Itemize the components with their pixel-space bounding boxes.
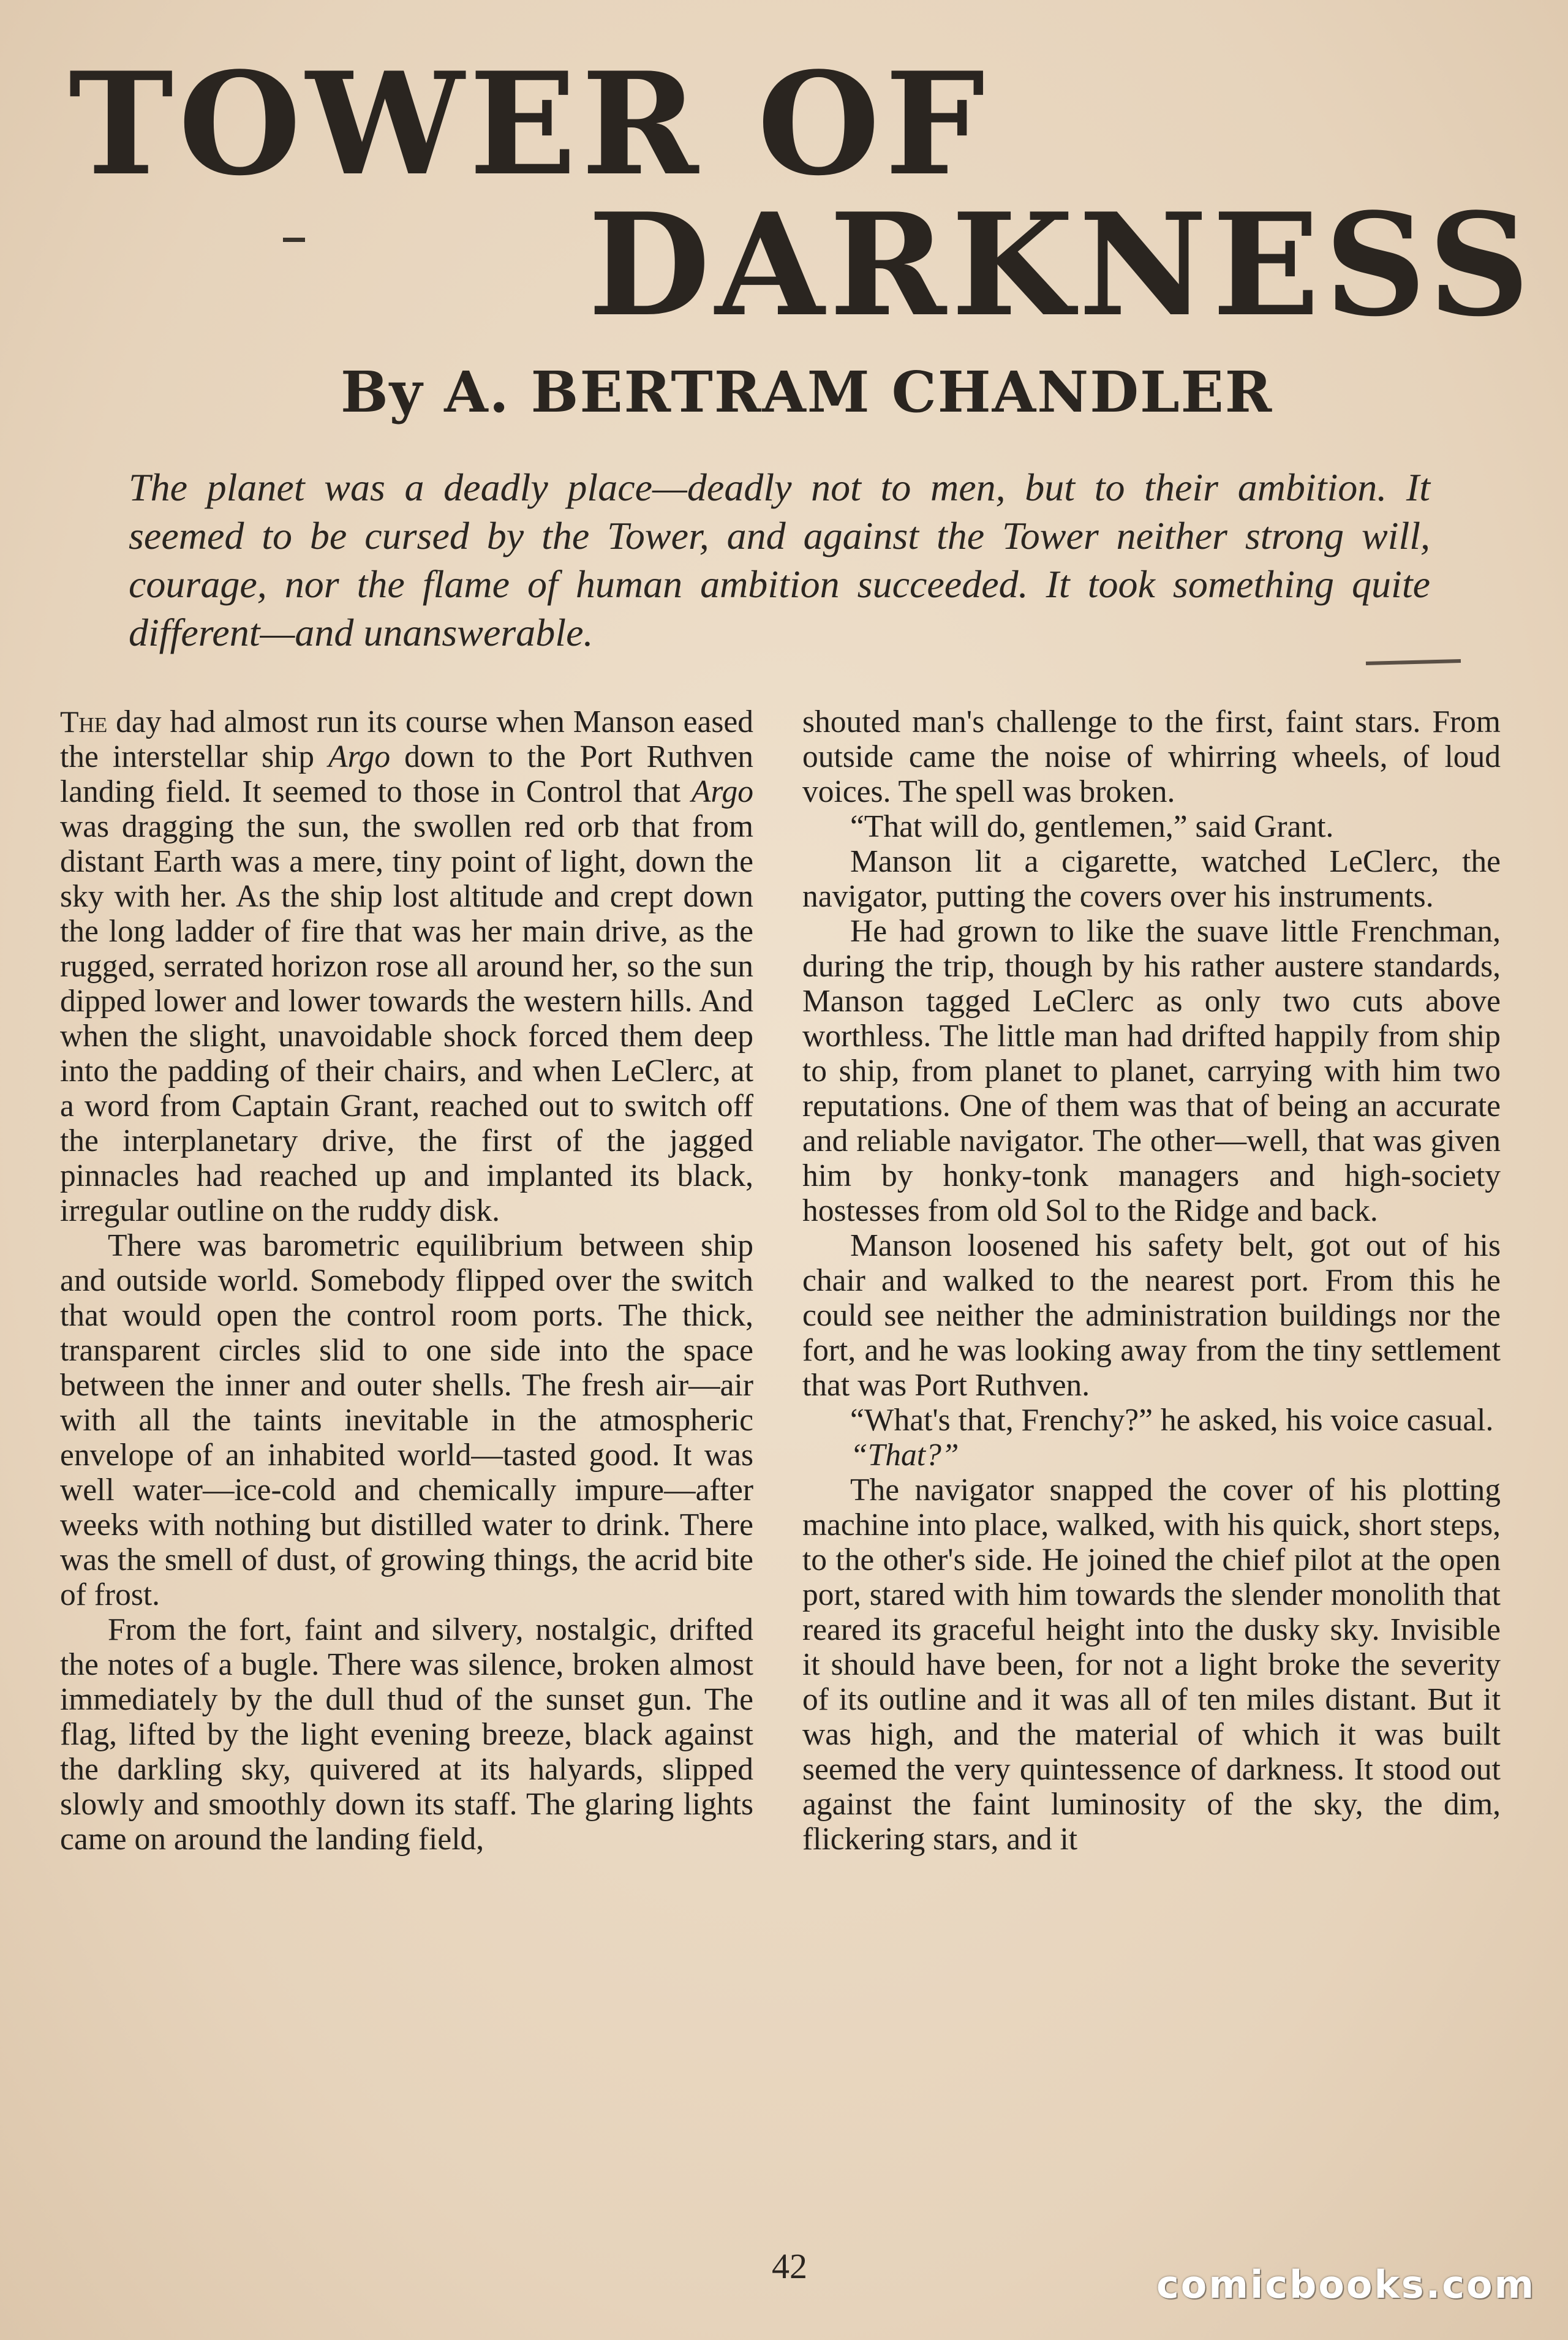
paragraph: The navigator snapped the cover of his plotting machine into place, walked, with his quick, short steps, to the other's side. He joined the chief pilot at the open port, stared with him towards the slender monolith that reared its graceful height into the dusky sky. Invisible it should have been, for not a light broke the severity of its outline and it was all of ten miles distant. But it was high, and the material of which it was built seemed the very quintessence of darkness. It stood out against the faint luminosity of the sky, the dim, flickering stars, and it (802, 1473, 1501, 1857)
paragraph: “That will do, gentlemen,” said Grant. (850, 809, 1334, 844)
story-title-line-2: DARKNESS (588, 183, 1535, 348)
ship-name: Argo (691, 774, 753, 809)
author-byline: By A. BERTRAM CHANDLER (341, 359, 1273, 425)
paragraph: “That?” (850, 1438, 959, 1473)
text-column-right (802, 704, 1501, 1857)
paragraph: There was barometric equilibrium between ship and outside world. Somebody flipped over the switch that would open the control room ports. The thick, transparent circles slid to one side into the space between the inner and outer shells. The fresh air—air with all the taints inevitable in the atmospheric envelope of an inhabited world—tasted good. It was well water—ice-cold and chemically impure—after weeks with nothing but distilled water to drink. There was the smell of dust, of growing things, the acrid bite of frost. (60, 1228, 753, 1612)
paragraph: Manson loosened his safety belt, got out of his chair and walked to the nearest port. From this he could see neither the administration buildings nor the fort, and he was looking away from the tiny settlement that was Port Ruthven. (802, 1228, 1501, 1403)
paragraph: From the fort, faint and silvery, nostalgic, drifted the notes of a bugle. There was silence, broken almost immediately by the dull thud of the sunset gun. The flag, lifted by the light evening breeze, black against the darkling sky, quivered at its halyards, slipped slowly and smoothly down its staff. The glaring lights came on around the landing field, (60, 1612, 753, 1857)
blurb-rule (1366, 659, 1461, 665)
ship-name: Argo (328, 739, 391, 774)
story-title-line-1: TOWER OF (69, 42, 990, 207)
paragraph: Manson lit a cigarette, watched LeClerc, the navigator, putting the covers over his instruments. (802, 844, 1501, 914)
small-caps-opening: The (60, 704, 108, 739)
page-number: 42 (772, 2246, 807, 2286)
paragraph: The day had almost run its course when Manson eased the interstellar ship Argo down to the Port Ruthven landing field. It seemed to those in Control that Argo was dragging the sun, the swollen red orb that from distant Earth was a mere, tiny point of light, down the sky with her. As the ship lost altitude and crept down the long ladder of fire that was her main drive, as the rugged, serrated horizon rose all around her, so the sun dipped lower and lower towards the western hills. And when the slight, unavoidable shock forced them deep into the padding of their chairs, and when LeClerc, at a word from Captain Grant, reached out to switch off the interplanetary drive, the first of the jagged pinnacles had reached up and implanted its black, irregular outline on the ruddy disk. (60, 704, 753, 1228)
story-blurb: The planet was a deadly place—deadly not to men, but to their ambition. It seemed to be cursed by the Tower, and against the Tower neither strong will, courage, nor the flame of human ambition succeeded. It took something quite different—and unanswerable. (129, 466, 1430, 654)
paragraph: shouted man's challenge to the first, faint stars. From outside came the noise of whirring wheels, of loud voices. The spell was broken. (802, 704, 1501, 809)
paragraph: “What's that, Frenchy?” he asked, his voice casual. (850, 1403, 1494, 1438)
text-column-left (60, 704, 753, 1857)
title-dash-mark (283, 238, 305, 242)
paragraph: He had grown to like the suave little Frenchman, during the trip, though by his rather austere standards, Manson tagged LeClerc as only two cuts above worthless. The little man had drifted happily from ship to ship, from planet to planet, carrying with him two reputations. One of them was that of being an accurate and reliable navigator. The other—well, that was given him by honky-tonk managers and high-society hostesses from old Sol to the Ridge and back. (802, 914, 1501, 1228)
watermark: comicbooks.com (1156, 2262, 1536, 2307)
